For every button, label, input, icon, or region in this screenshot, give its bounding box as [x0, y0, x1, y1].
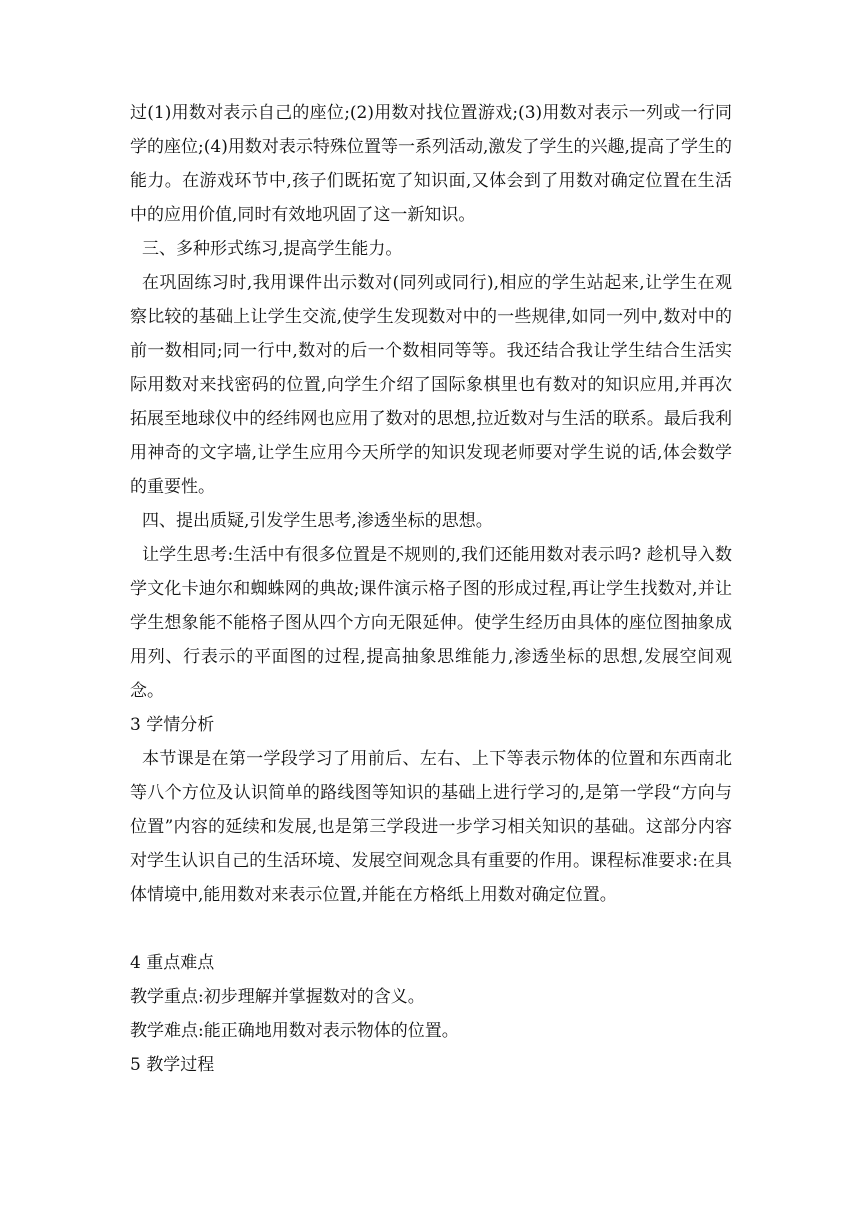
paragraph-student-analysis: 本节课是在第一学段学习了用前后、左右、上下等表示物体的位置和东西南北等八个方位及认识简单的路线图等知识的基础上进行学习的,是第一学段“方向与位置”内容的延续和发展,也是第三学段进一步学习相关知识的基础。这部分内容对学生认识自己的生活环境、发展空间观念具有重要的作用。课程标准要求:在具体情境中,能用数对来表示位置,并能在方格纸上用数对确定位置。 — [130, 749, 732, 905]
document-body — [130, 96, 732, 1082]
paragraph-questioning: 让学生思考:生活中有很多位置是不规则的,我们还能用数对表示吗? 趁机导入数学文化卡迪尔和蜘蛛网的典故;课件演示格子图的形成过程,再让学生找数对,并让学生想象能不能格子图从四个方向无限延伸。使学生经历由具体的座位图抽象成用列、行表示的平面图的过程,提高抽象思维能力,渗透坐标的思想,发展空间观念。 — [130, 545, 732, 701]
heading-student-analysis: 3 学情分析 — [130, 715, 215, 735]
section-heading-practice: 三、多种形式练习,提高学生能力。 — [142, 239, 403, 259]
blank-line — [130, 912, 732, 946]
key-point-difficulty: 教学难点:能正确地用数对表示物体的位置。 — [130, 1021, 459, 1041]
section-heading-questioning: 四、提出质疑,引发学生思考,渗透坐标的思想。 — [142, 511, 493, 531]
paragraph-activities-summary: 过(1)用数对表示自己的座位;(2)用数对找位置游戏;(3)用数对表示一列或一行同学的座位;(4)用数对表示特殊位置等一系列活动,激发了学生的兴趣,提高了学生的能力。在游戏环节中,孩子们既拓宽了知识面,又体会到了用数对确定位置在生活中的应用价值,同时有效地巩固了这一新知识。 — [130, 103, 732, 225]
heading-teaching-process: 5 教学过程 — [130, 1055, 215, 1075]
paragraph-practice: 在巩固练习时,我用课件出示数对(同列或同行),相应的学生站起来,让学生在观察比较的基础上让学生交流,使学生发现数对中的一些规律,如同一列中,数对中的前一数相同;同一行中,数对的后一个数相同等等。我还结合我让学生结合生活实际用数对来找密码的位置,向学生介绍了国际象棋里也有数对的知识应用,并再次拓展至地球仪中的经纬网也应用了数对的思想,拉近数对与生活的联系。最后我利用神奇的文字墙,让学生应用今天所学的知识发现老师要对学生说的话,体会数学的重要性。 — [130, 273, 732, 497]
key-point-focus: 教学重点:初步理解并掌握数对的含义。 — [130, 987, 425, 1007]
heading-key-points: 4 重点难点 — [130, 953, 215, 973]
